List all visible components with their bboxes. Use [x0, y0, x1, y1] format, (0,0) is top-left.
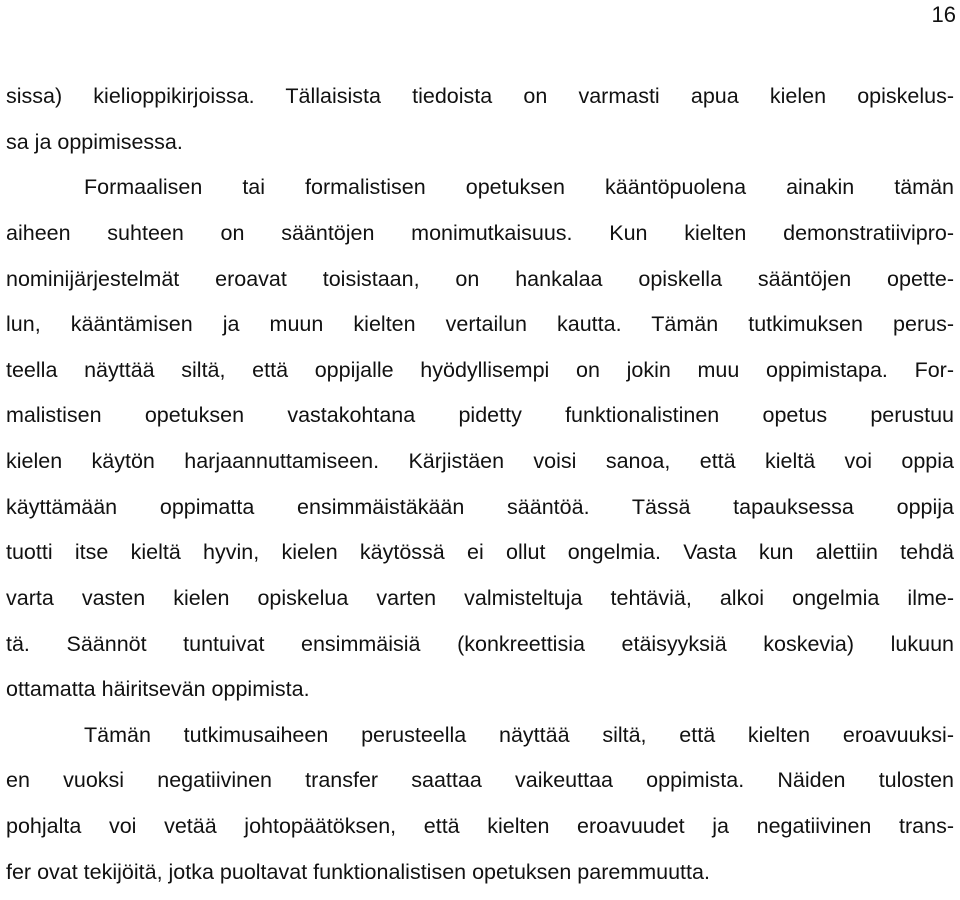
- text-line: teella näyttää siltä, että oppijalle hyödyllisempi on jokin muu oppimistapa. For-: [6, 358, 954, 382]
- page-number: 16: [931, 2, 956, 27]
- text-line: Tämän tutkimusaiheen perusteella näyttää siltä, että kielten eroavuuksi-: [84, 723, 954, 747]
- text-line: aiheen suhteen on sääntöjen monimutkaisuus. Kun kielten demonstratiivipro-: [6, 221, 954, 245]
- text-line: pohjalta voi vetää johtopäätöksen, että kielten eroavuudet ja negatiivinen trans-: [6, 814, 954, 838]
- text-line: käyttämään oppimatta ensimmäistäkään sääntöä. Tässä tapauksessa oppija: [6, 495, 954, 519]
- text-line: malistisen opetuksen vastakohtana pidetty funktionalistinen opetus perustuu: [6, 403, 954, 427]
- text-line: en vuoksi negatiivinen transfer saattaa vaikeuttaa oppimista. Näiden tulosten: [6, 768, 954, 792]
- text-line: Formaalisen tai formalistisen opetuksen kääntöpuolena ainakin tämän: [84, 175, 954, 199]
- text-line: sa ja oppimisessa.: [6, 130, 183, 154]
- text-line: ottamatta häiritsevän oppimista.: [6, 677, 310, 701]
- text-line: varta vasten kielen opiskelua varten valmisteltuja tehtäviä, alkoi ongelmia ilme-: [6, 586, 954, 610]
- text-line: kielen käytön harjaannuttamiseen. Kärjistäen voisi sanoa, että kieltä voi oppia: [6, 449, 954, 473]
- text-line: fer ovat tekijöitä, jotka puoltavat funktionalistisen opetuksen paremmuutta.: [6, 860, 710, 884]
- text-line: lun, kääntämisen ja muun kielten vertailun kautta. Tämän tutkimuksen perus-: [6, 312, 954, 336]
- text-line: nominijärjestelmät eroavat toisistaan, on hankalaa opiskella sääntöjen opette-: [6, 267, 954, 291]
- text-line: tä. Säännöt tuntuivat ensimmäisiä (konkreettisia etäisyyksiä koskevia) lukuun: [6, 632, 954, 656]
- text-line: tuotti itse kieltä hyvin, kielen käytössä ei ollut ongelmia. Vasta kun alettiin tehdä: [6, 540, 954, 564]
- text-line: sissa) kielioppikirjoissa. Tällaisista tiedoista on varmasti apua kielen opiskelus-: [6, 84, 954, 108]
